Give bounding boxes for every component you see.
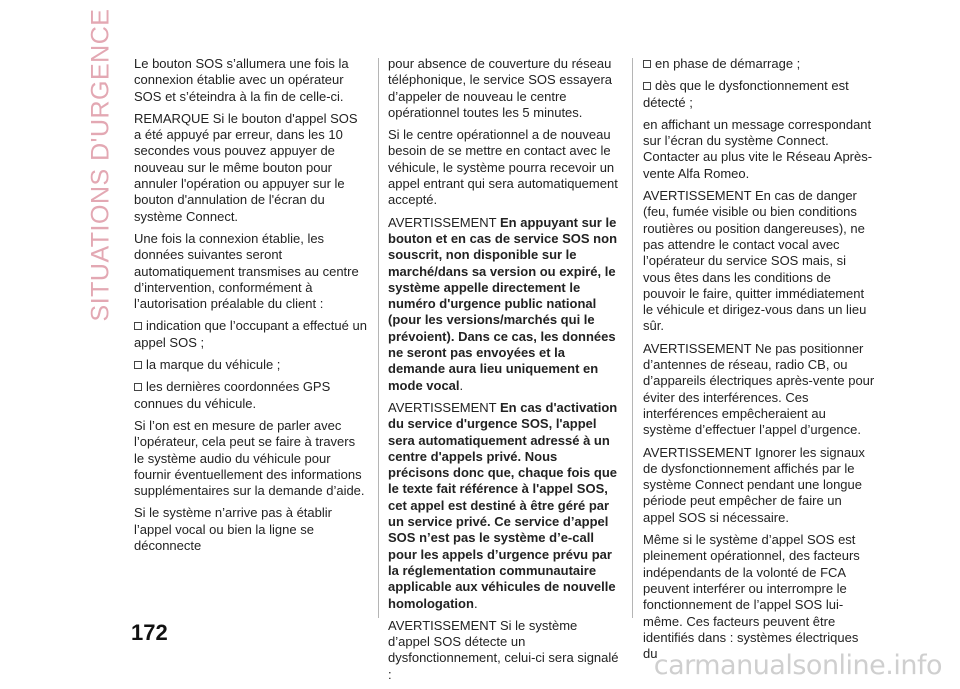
paragraph: en affichant un message correspondant sur l’écran du système Connect. Contacter au plus vite le Réseau Après-vente Alfa Romeo. bbox=[643, 116, 873, 181]
column-divider-1 bbox=[378, 58, 379, 618]
paragraph: Même si le système d’appel SOS est pleinement opérationnel, des facteurs indépendants de la volonté de FCA peuvent interférer ou interrompre le fonctionnement de l’appel SOS lui-même. Ces facteurs peuvent être identifiés dans : systèmes électriques du bbox=[643, 532, 860, 662]
section-title-vertical bbox=[84, 8, 118, 322]
list-item-text: en phase de démarrage ; bbox=[655, 56, 801, 71]
list-item bbox=[134, 318, 367, 351]
list-item-text: les dernières coordonnées GPS connues du véhicule. bbox=[134, 379, 331, 411]
warning-text: En cas d'activation du service d'urgence SOS, l'appel sera automatiquement adressé à un centre d'appels privé. Nous précisons donc que, chaque fois que le texte fait référence à l'appel SOS, cet appel est destiné à être géré par un service privé. Ce service d’appel SOS n’est pas le système d’e-call pour les appels d’urgence prévu par la réglementation communautaire applicable aux véhicules de nouvelle homologation bbox=[388, 399, 618, 611]
list-item bbox=[134, 379, 367, 412]
paragraph: Si le centre opérationnel a de nouveau besoin de se mettre en contact avec le véhicule, le système pourra recevoir un appel entrant qui sera automatiquement accepté. bbox=[388, 127, 618, 208]
warning-label: AVERTISSEMENT bbox=[388, 399, 497, 415]
list-item bbox=[643, 56, 876, 72]
paragraph-warning: AVERTISSEMENT Ignorer les signaux de dysfonctionnement affichés par le système Connect pendant une longue période peut empêcher de faire un appel SOS si nécessaire. bbox=[643, 444, 865, 525]
warning-block bbox=[388, 215, 620, 394]
column-2 bbox=[388, 56, 620, 689]
paragraph-warning: AVERTISSEMENT En cas de danger (feu, fumée visible ou bien conditions routières ou position dangereuses), ne pas attendre le contact vocal avec l’opérateur du service SOS mais, si vous êtes dans les conditions de pouvoir le faire, quitter immédiatement le véhicule et dirigez-vous dans un lieu sûr. bbox=[643, 188, 867, 334]
warning-end: . bbox=[459, 377, 464, 393]
checkbox-bullet-icon bbox=[134, 322, 142, 330]
warning-text: En appuyant sur le bouton et en cas de service SOS non souscrit, non disponible sur le marché/dans sa version ou expiré, le système appelle directement le numéro d'urgence public national (pour les versions/marchés qui le prévoient). Dans ce cas, les données ne seront pas envoyées et la demande aura lieu uniquement en mode vocal bbox=[388, 214, 618, 393]
column-3 bbox=[643, 56, 876, 668]
checkbox-bullet-icon bbox=[643, 82, 651, 90]
paragraph: Si l’on est en mesure de parler avec l’opérateur, cela peut se faire à travers le système audio du véhicule pour fournir éventuellement des informations supplémentaires sur la demande d’aide. bbox=[134, 417, 365, 499]
list-item-text: dès que le dysfonctionnement est détecté ; bbox=[643, 78, 849, 110]
paragraph: Si le système n’arrive pas à établir l’appel vocal ou bien la ligne se déconnecte bbox=[134, 505, 332, 554]
section-title-text: SITUATIONS D'URGENCE bbox=[86, 8, 115, 322]
paragraph-remarque: REMARQUE Si le bouton d'appel SOS a été appuyé par erreur, dans les 10 secondes vous pouvez appuyer de nouveau sur le même bouton pour annuler l'opération ou appuyer sur le bouton d'annulation de l'écran du système Connect. bbox=[134, 110, 358, 224]
page-number: 172 bbox=[131, 620, 168, 645]
paragraph: Le bouton SOS s’allumera une fois la connexion établie avec un opérateur SOS et s’éteindra à la fin de celle-ci. bbox=[134, 56, 349, 104]
paragraph: Une fois la connexion établie, les données suivantes seront automatiquement transmises au centre d’intervention, conformément à l’autorisation préalable du client : bbox=[134, 230, 359, 312]
paragraph: pour absence de couverture du réseau téléphonique, le service SOS essayera d’appeler de nouveau le centre opérationnel toutes les 5 minutes. bbox=[388, 56, 613, 120]
list-item bbox=[643, 78, 876, 111]
column-1 bbox=[134, 56, 367, 560]
column-divider-2 bbox=[632, 58, 633, 618]
paragraph-warning: AVERTISSEMENT Ne pas positionner d’antennes de réseau, radio CB, ou d’appareils électriques après-vente pour éviter des interférences. Ces interférences empêcheraient au système d’effectuer l’appel d’urgence. bbox=[643, 340, 875, 438]
warning-label: AVERTISSEMENT bbox=[388, 214, 497, 230]
checkbox-bullet-icon bbox=[134, 361, 142, 369]
list-item-text: indication que l’occupant a effectué un appel SOS ; bbox=[134, 318, 367, 350]
watermark: carmanualsonline.info bbox=[653, 650, 942, 681]
warning-end: . bbox=[473, 595, 478, 611]
checkbox-bullet-icon bbox=[643, 60, 651, 68]
list-item bbox=[134, 357, 367, 373]
checkbox-bullet-icon bbox=[134, 383, 142, 391]
paragraph: AVERTISSEMENT Si le système d’appel SOS détecte un dysfonctionnement, celui-ci sera signalé : bbox=[388, 617, 619, 682]
list-item-text: la marque du véhicule ; bbox=[146, 357, 281, 373]
warning-block bbox=[388, 400, 620, 612]
